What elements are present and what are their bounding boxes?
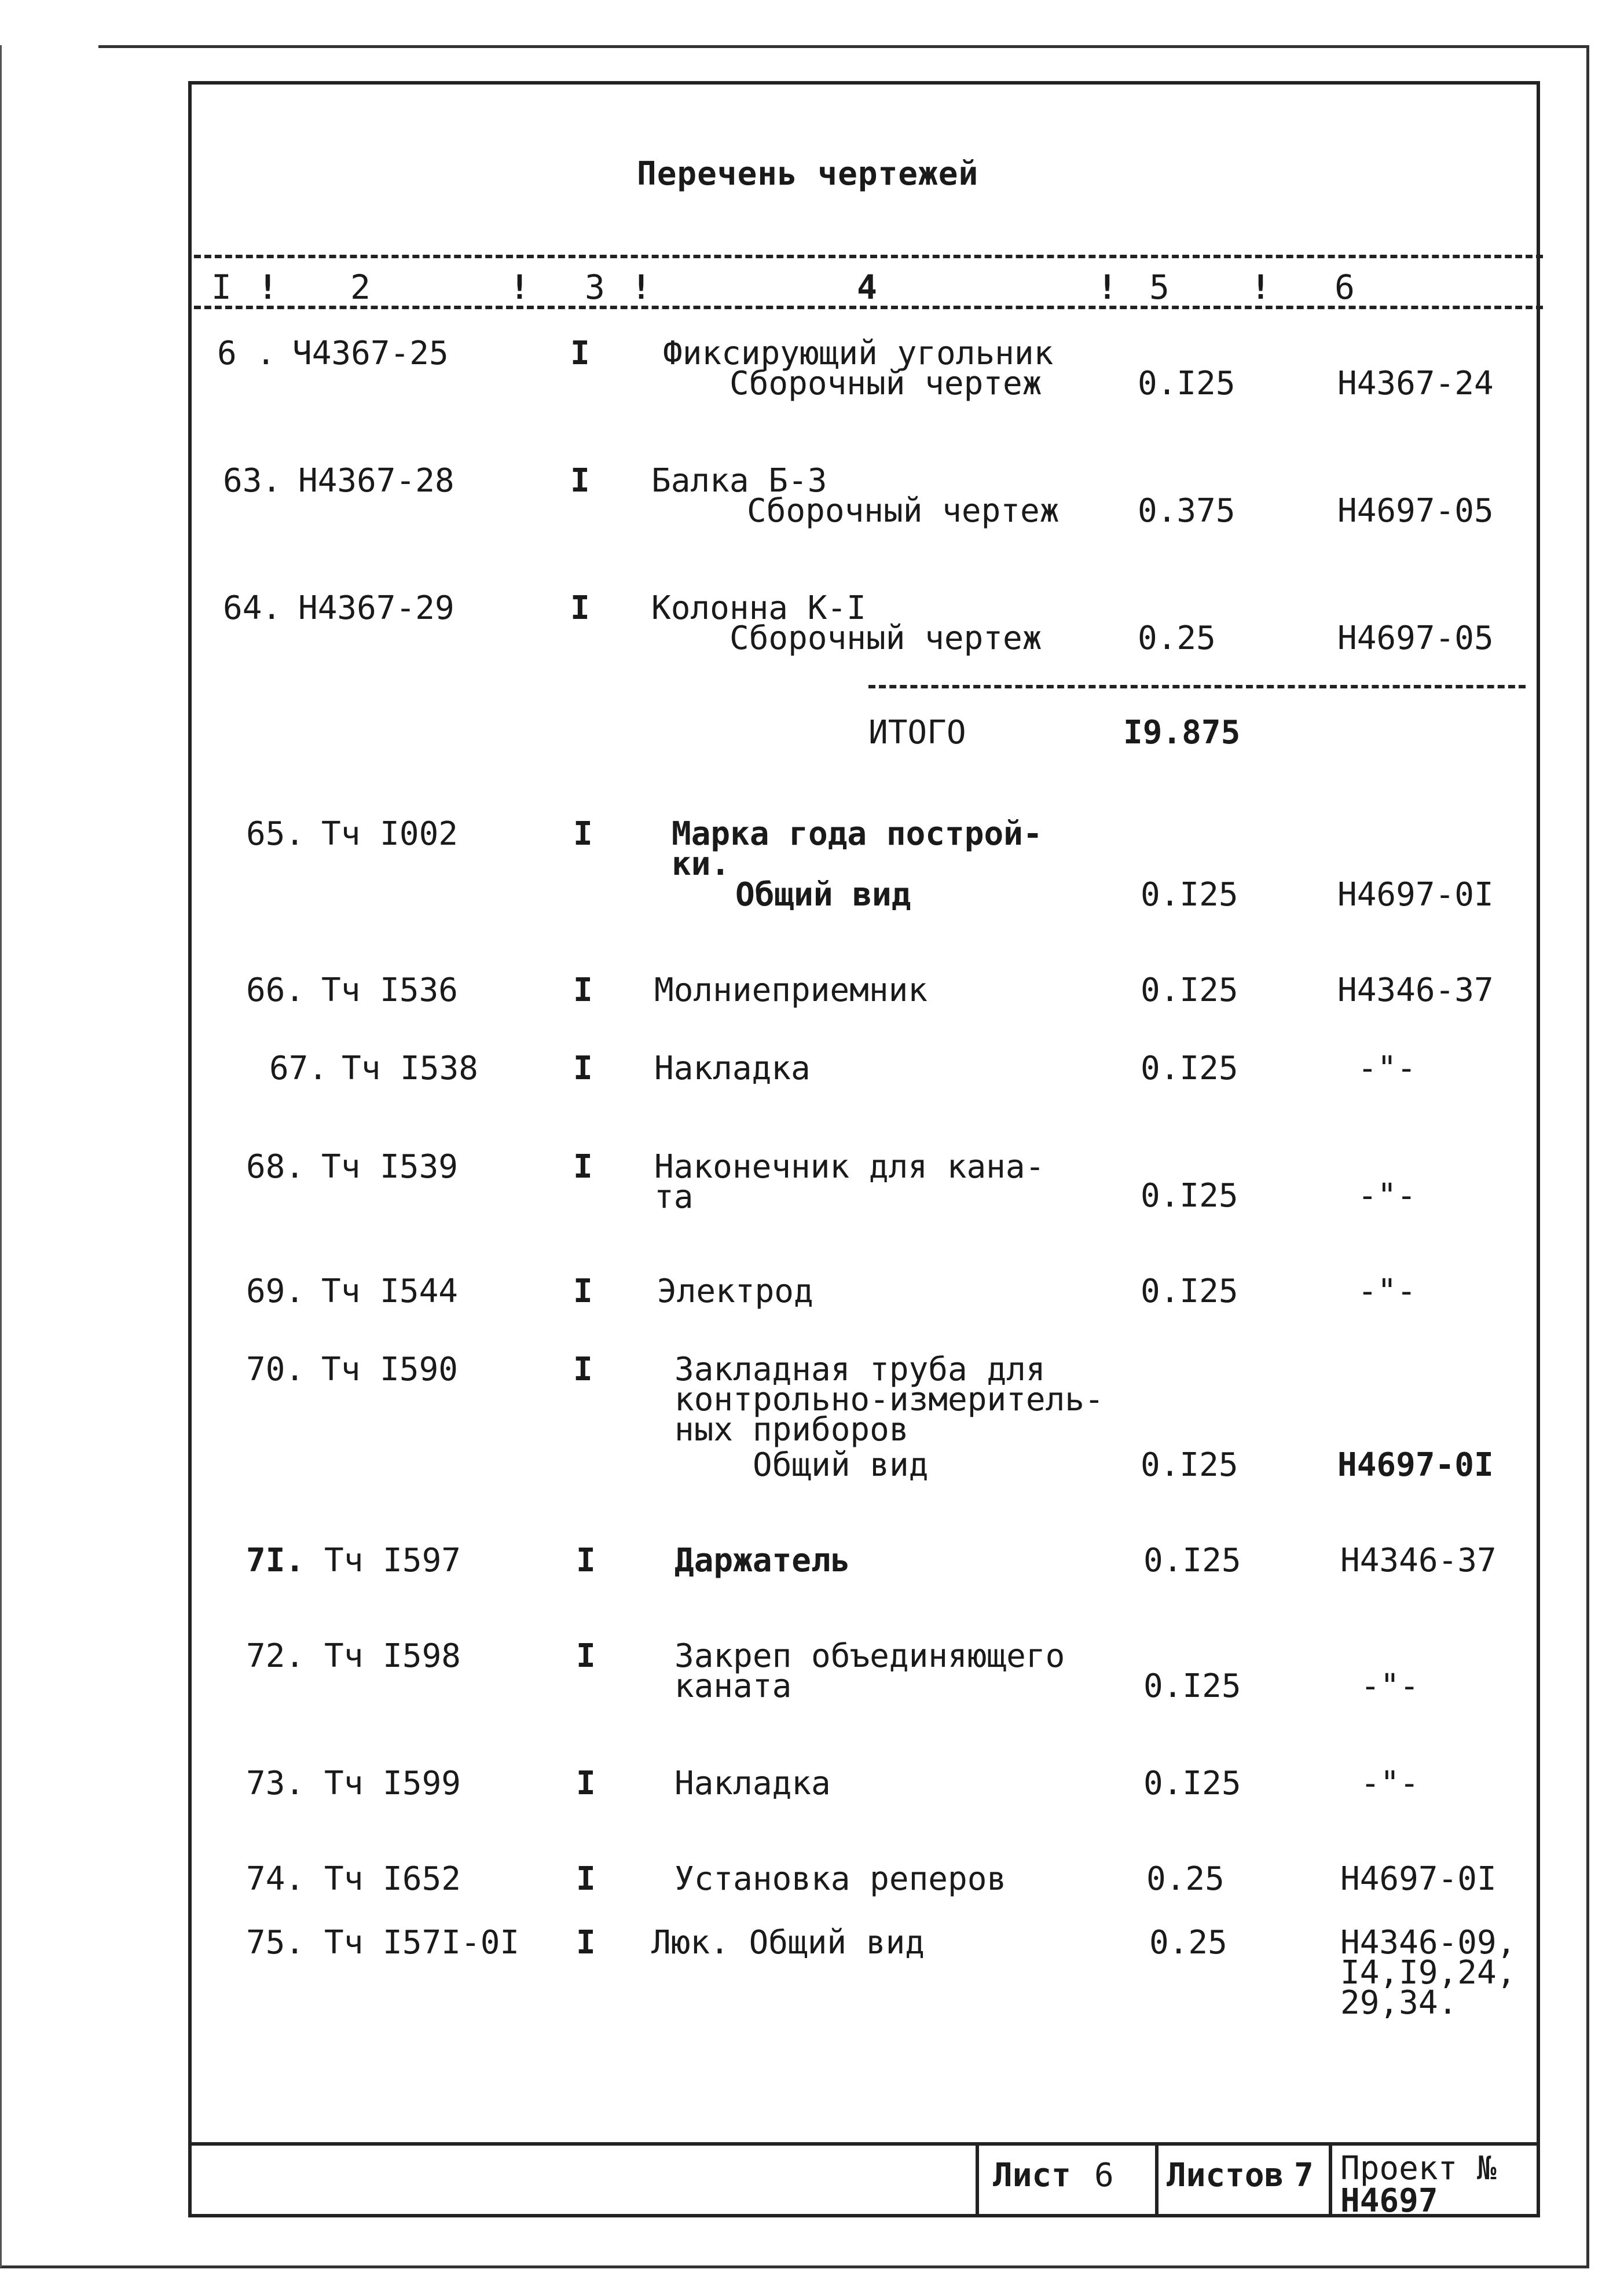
- row-num: 72.: [246, 1637, 305, 1675]
- row-num: 73.: [246, 1765, 305, 1802]
- row-qty: I: [570, 589, 590, 627]
- row-subtitle: Общий вид: [735, 876, 911, 914]
- row-ref: -"-: [1361, 1765, 1420, 1802]
- row-name: Люк. Общий вид: [651, 1924, 925, 1962]
- row-ref: Н4697-0I: [1337, 1446, 1494, 1484]
- row-value: 0.25: [1146, 1860, 1225, 1898]
- column-header: 3: [585, 267, 605, 307]
- row-ref: Н4697-0I: [1337, 876, 1494, 914]
- subtotal-dashed-line: [868, 685, 1526, 688]
- row-code: Тч I652: [324, 1860, 461, 1898]
- row-name: Установка реперов: [674, 1860, 1007, 1898]
- row-ref: Н4367-24: [1337, 365, 1494, 402]
- row-value: 0.I25: [1138, 365, 1236, 402]
- row-qty: I: [573, 815, 593, 853]
- row-qty: I: [570, 462, 590, 500]
- subtotal-label: ИТОГО: [868, 714, 966, 751]
- stamp-sheet-number: 6: [1094, 2157, 1114, 2194]
- row-num: 66.: [246, 971, 305, 1009]
- row-value: 0.I25: [1141, 876, 1238, 914]
- row-qty: I: [576, 1637, 596, 1675]
- header-dashed-line: [194, 255, 1543, 258]
- row-name: Балка Б-3: [651, 462, 827, 500]
- row-name: Накладка: [654, 1050, 811, 1087]
- row-code: Н4367-28: [298, 462, 454, 500]
- row-ref: Н4697-05: [1337, 492, 1494, 530]
- row-ref: Н4346-37: [1337, 971, 1494, 1009]
- row-ref: -"-: [1358, 1177, 1417, 1215]
- row-name: Закреп объединяющего каната: [674, 1637, 1065, 1705]
- row-code: Тч I599: [324, 1765, 461, 1802]
- column-separator: !: [1251, 267, 1271, 307]
- row-qty: I: [570, 335, 590, 372]
- row-value: 0.I25: [1141, 1050, 1238, 1087]
- row-name: Наконечник для кана- та: [654, 1148, 1045, 1216]
- row-name: Накладка: [674, 1765, 831, 1802]
- row-name: Молниеприемник: [654, 971, 928, 1009]
- row-code: Н4367-29: [298, 589, 454, 627]
- row-ref: -"-: [1358, 1273, 1417, 1310]
- row-code: Тч I597: [324, 1542, 461, 1579]
- row-num: 6 .: [217, 335, 276, 372]
- row-code: Ч4367-25: [292, 335, 449, 372]
- row-value: 0.I25: [1143, 1542, 1241, 1579]
- row-code: Тч I538: [342, 1050, 479, 1087]
- column-header: 6: [1335, 267, 1355, 307]
- stamp-project-label: Проект №: [1340, 2150, 1497, 2187]
- row-value: 0.I25: [1141, 971, 1238, 1009]
- row-num: 64.: [223, 589, 282, 627]
- stamp-sheets-number: 7: [1294, 2157, 1314, 2194]
- row-qty: I: [573, 971, 593, 1009]
- row-num: 63.: [223, 462, 282, 500]
- row-qty: I: [576, 1860, 596, 1898]
- row-code: Тч I544: [321, 1273, 459, 1310]
- row-qty: I: [573, 1351, 593, 1388]
- sheet-edge: [0, 2265, 1589, 2268]
- row-num: 69.: [246, 1273, 305, 1310]
- row-qty: I: [576, 1924, 596, 1962]
- row-num: 67.: [269, 1050, 328, 1087]
- row-num: 75.: [246, 1924, 305, 1962]
- row-qty: I: [573, 1273, 593, 1310]
- row-value: 0.I25: [1143, 1667, 1241, 1705]
- row-value: 0.I25: [1141, 1273, 1238, 1310]
- row-code: Тч I57I-0I: [324, 1924, 520, 1962]
- row-name: Закладная труба для контрольно-измеритель- ных приборов: [674, 1351, 1104, 1449]
- row-name: Даржатель: [674, 1542, 851, 1579]
- column-header: I: [211, 267, 232, 307]
- column-header: 5: [1149, 267, 1170, 307]
- row-value: 0.25: [1138, 619, 1216, 657]
- row-ref: Н4697-05: [1337, 619, 1494, 657]
- row-value: 0.I25: [1141, 1177, 1238, 1215]
- row-num: 7I.: [246, 1542, 305, 1579]
- row-qty: I: [573, 1148, 593, 1186]
- row-name: Марка года построй- ки.: [672, 815, 1043, 883]
- row-code: Тч I002: [321, 815, 459, 853]
- row-value: 0.25: [1149, 1924, 1227, 1962]
- stamp-project-number: Н4697: [1340, 2182, 1438, 2220]
- row-ref: Н4346-37: [1340, 1542, 1497, 1579]
- row-value: 0.I25: [1143, 1765, 1241, 1802]
- row-num: 70.: [246, 1351, 305, 1388]
- row-name: Фиксирующий угольник: [663, 335, 1054, 372]
- row-subtitle: Сборочный чертеж: [747, 492, 1060, 530]
- row-num: 74.: [246, 1860, 305, 1898]
- row-ref: Н4346-09, I4,I9,24, 29,34.: [1340, 1924, 1516, 2022]
- row-subtitle: Сборочный чертеж: [729, 365, 1042, 402]
- row-qty: I: [573, 1050, 593, 1087]
- row-code: Тч I539: [321, 1148, 459, 1186]
- row-code: Тч I598: [324, 1637, 461, 1675]
- row-num: 65.: [246, 815, 305, 853]
- row-subtitle: Сборочный чертеж: [729, 619, 1042, 657]
- row-qty: I: [576, 1542, 596, 1579]
- row-code: Тч I536: [321, 971, 459, 1009]
- row-ref: -"-: [1361, 1667, 1420, 1705]
- row-num: 68.: [246, 1148, 305, 1186]
- subtotal-value: I9.875: [1123, 714, 1241, 751]
- column-separator: !: [1097, 267, 1117, 307]
- row-name: Электрод: [657, 1273, 813, 1310]
- column-header: 4: [857, 267, 877, 307]
- sheet-edge: [0, 45, 2, 2267]
- column-header: 2: [350, 267, 371, 307]
- row-value: 0.I25: [1141, 1446, 1238, 1484]
- column-separator: !: [509, 267, 530, 307]
- row-code: Тч I590: [321, 1351, 459, 1388]
- row-value: 0.375: [1138, 492, 1236, 530]
- row-qty: I: [576, 1765, 596, 1802]
- row-ref: Н4697-0I: [1340, 1860, 1497, 1898]
- row-subtitle: Общий вид: [753, 1446, 929, 1484]
- column-separator: !: [631, 267, 651, 307]
- row-ref: -"-: [1358, 1050, 1417, 1087]
- stamp-sheets-label: Листов: [1167, 2157, 1284, 2194]
- sheet-edge: [1586, 45, 1589, 2268]
- column-separator: !: [258, 267, 278, 307]
- sheet-edge: [98, 45, 1589, 48]
- stamp-sheet-label: Лист: [993, 2157, 1071, 2194]
- page-title: Перечень чертежей: [637, 155, 979, 193]
- row-name: Колонна К-I: [651, 589, 866, 627]
